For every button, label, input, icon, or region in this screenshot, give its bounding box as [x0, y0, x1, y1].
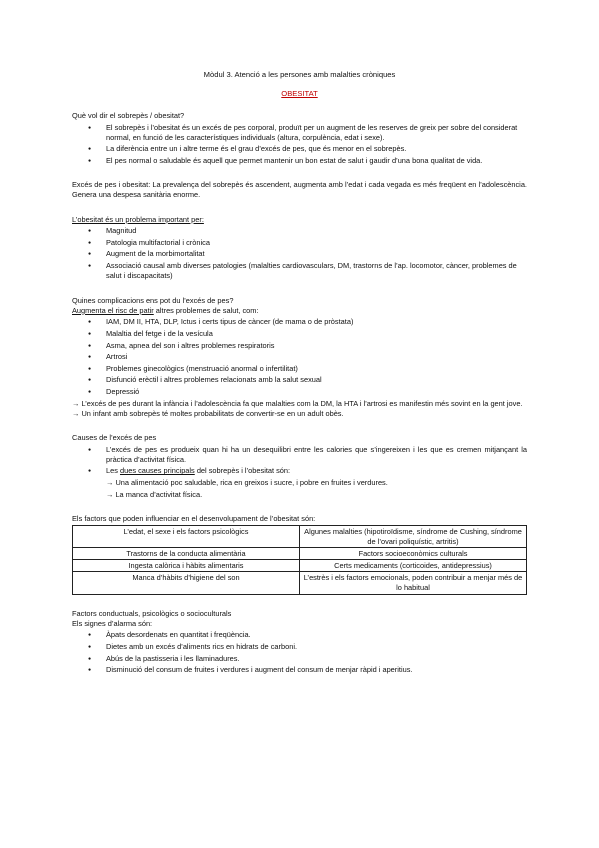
causes-list: [72, 445, 527, 500]
list-item: ● Malaltia del fetge i de la vesícula: [106, 329, 527, 339]
table-cell: Trastorns de la conducta alimentària: [73, 548, 300, 560]
section-title: OBESITAT: [281, 89, 318, 99]
conduct-heading: Factors conductuals, psicològics o socioculturals: [72, 608, 232, 618]
problem-heading: L’obesitat és un problema important per:: [72, 214, 204, 224]
causes-sublist: [106, 478, 527, 500]
list-item: ● Dietes amb un excés d’aliments rics en hidrats de carboni.: [106, 642, 527, 652]
complications-intro: [72, 306, 527, 316]
causes-heading: Causes de l’excés de pes: [72, 433, 157, 443]
complications-heading: Quines complicacions ens pot du l’excés de pes?: [72, 295, 234, 305]
table-cell: Ingesta calòrica i hàbits alimentaris: [73, 560, 300, 572]
list-item: ● Disminució del consum de fruites i verdures i augment del consum de menjar ràpid i aperitius.: [106, 665, 527, 675]
list-item: ● El sobrepès i l’obesitat és un excés de pes corporal, produït per un augment de les reserves de greix per sobre del considerat normal, en funció de les característiques individuals (altura, corpulència, edat i sexe).: [106, 123, 527, 143]
causes-bullet2-underlined: dues causes principals: [119, 466, 195, 476]
list-item: [106, 466, 527, 499]
list-item: ● Patologia multifactorial i crònica: [106, 238, 527, 248]
q1-heading: Què vol dir el sobrepès / obesitat?: [72, 110, 185, 120]
complications-intro-rest: altres problemes de salut, com:: [153, 305, 259, 315]
conduct-subheading: Els signes d’alarma són:: [72, 618, 153, 628]
table-cell: Certs medicaments (corticoides, antidepressius): [300, 560, 527, 572]
list-item: ● Àpats desordenats en quantitat i freqüència.: [106, 630, 527, 640]
table-cell: L’estrès i els factors emocionals, poden contribuir a menjar més de lo habitual: [300, 572, 527, 594]
factors-table: [72, 525, 527, 594]
list-item: → Una alimentació poc saludable, rica en greixos i sucre, i pobre en fruites i verdures.: [106, 478, 388, 488]
list-item: ● IAM, DM II, HTA, DLP, Ictus i certs tipus de càncer (de mama o de pròstata): [106, 317, 527, 327]
list-item: ● Depressió: [106, 387, 527, 397]
conduct-list: [72, 630, 527, 675]
causes-bullet2-post: del sobrepès i l’obesitat són:: [194, 466, 291, 476]
list-item: ● Abús de la pastisseria i les llaminadures.: [106, 654, 527, 664]
table-row: [73, 526, 527, 548]
list-item: ● Associació causal amb diverses patologies (malalties cardiovasculars, DM, trastorns de l’ap. locomotor, càncer, problemes de salut i discapacitats): [106, 261, 527, 281]
table-cell: L’edat, el sexe i els factors psicològics: [73, 526, 300, 548]
document-page: [72, 70, 527, 677]
complications-list: [72, 317, 527, 397]
list-item: ● La diferència entre un i altre terme és el grau d’excés de pes, que és menor en el sobrepès.: [106, 144, 527, 154]
list-item: ● Disfunció erèctil i altres problemes relacionats amb la salut sexual: [106, 375, 527, 385]
q1-list: [72, 123, 527, 167]
list-item: ● Augment de la morbimortalitat: [106, 249, 527, 259]
table-row: [73, 560, 527, 572]
complications-intro-underlined: Augmenta el risc de patir: [72, 305, 154, 315]
table-row: [73, 572, 527, 594]
prevalence-paragraph: Excés de pes i obesitat: La prevalença del sobrepès és ascendent, augmenta amb l’edat i cada vegada es més freqüent en l’adolescència. Genera una despesa sanitària enorme.: [72, 180, 527, 200]
list-item: ● Magnitud: [106, 226, 527, 236]
table-cell: Algunes malalties (hipotiroïdisme, síndrome de Cushing, síndrome de l’ovari poliquístic, artritis): [300, 526, 527, 548]
problem-list: [72, 226, 527, 281]
list-item: ● El pes normal o saludable és aquell que permet mantenir un bon estat de salut i gaudir d’una bona qualitat de vida.: [106, 156, 527, 166]
document-title: Mòdul 3. Atenció a les persones amb malalties cròniques: [203, 70, 396, 79]
list-item: ● Artrosi: [106, 352, 527, 362]
table-cell: Factors socioeconòmics culturals: [300, 548, 527, 560]
table-row: [73, 548, 527, 560]
list-item: ● L’excés de pes es produeix quan hi ha un desequilibri entre les calories que s’ingereixen i les que es cremen mitjançant la pràctica d’activitat física.: [106, 445, 527, 465]
causes-bullet2-pre: Les: [106, 466, 120, 476]
arrow-note: → L’excés de pes durant la infància i l’adolescència fa que malalties com la DM, la HTA i l’artrosi es manifestin més sovint en la gent jove.: [72, 398, 523, 408]
list-item: ● Problemes ginecològics (menstruació anormal o infertilitat): [106, 364, 527, 374]
list-item: → La manca d’activitat física.: [106, 489, 203, 499]
table-cell: Manca d’hàbits d’higiene del son: [73, 572, 300, 594]
factors-heading: Els factors que poden influenciar en el desenvolupament de l’obesitat són:: [72, 513, 316, 523]
arrow-note: → Un infant amb sobrepès té moltes probabilitats de convertir-se en un adult obès.: [72, 408, 344, 418]
list-item: ● Asma, apnea del son i altres problemes respiratoris: [106, 341, 527, 351]
